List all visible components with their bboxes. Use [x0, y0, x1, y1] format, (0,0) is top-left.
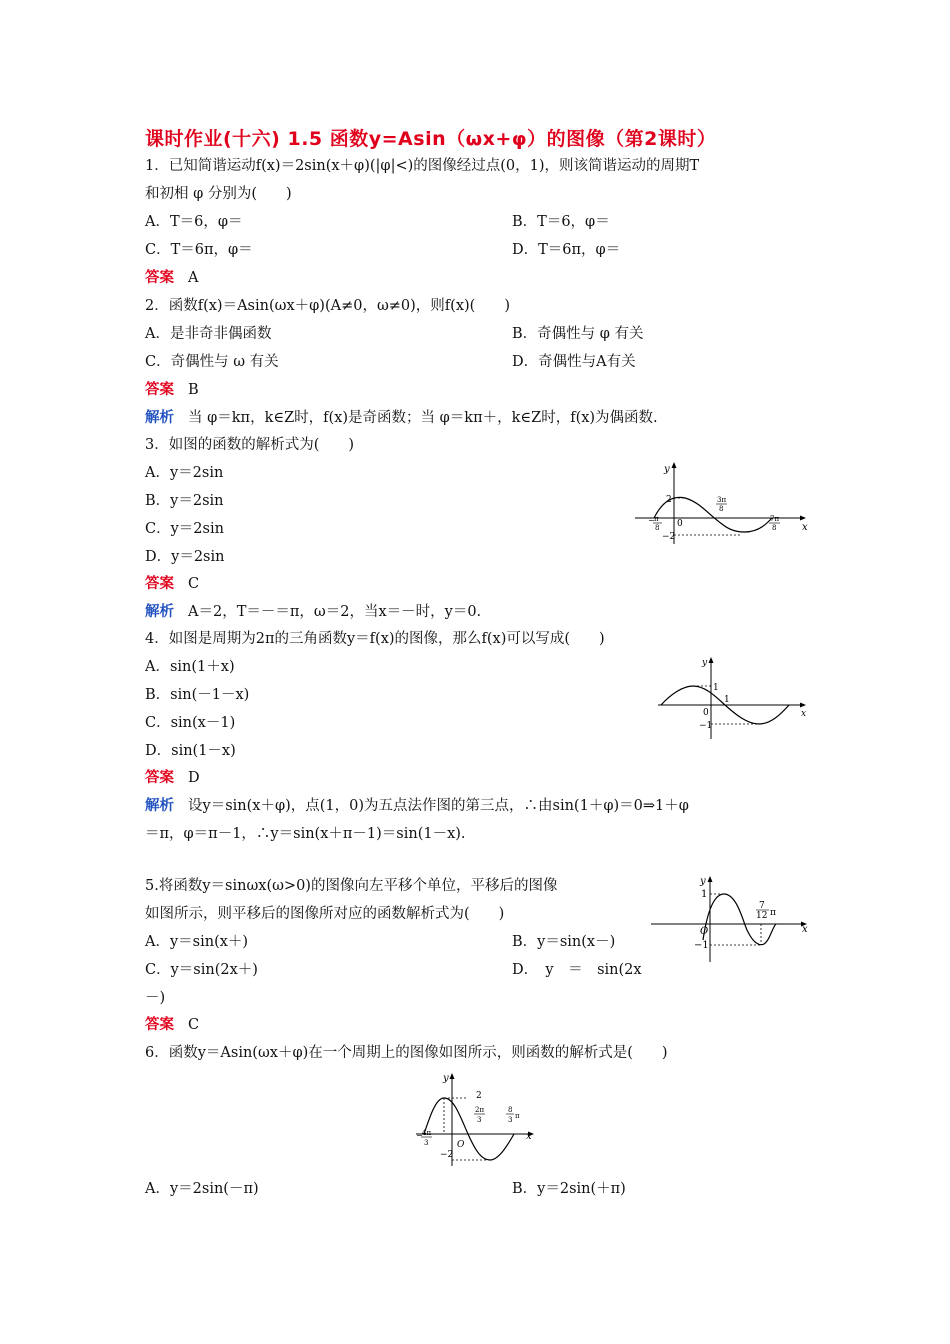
answer-value: C [188, 1017, 200, 1033]
q1-answer [145, 268, 198, 288]
label-num: 7 [759, 901, 765, 911]
q3-option-d: D．y＝2sin [145, 549, 225, 565]
q1-option-c: C．T＝6π，φ＝ [145, 242, 253, 258]
q2-option-d: D．奇偶性与A有关 [512, 354, 636, 370]
answer-label: 答案 [145, 270, 174, 286]
y-label: y [700, 876, 706, 887]
q2-option-c: C．奇偶性与 ω 有关 [145, 354, 279, 370]
answer-value: B [188, 382, 199, 398]
q1-stem-line1: 1．已知简谐运动f(x)＝2sin(x＋φ)(|φ|<)的图像经过点(0，1)，则该简谐运动的周期T [145, 158, 700, 174]
origin-label: O [457, 1140, 465, 1150]
right-num: 8 [508, 1106, 513, 1114]
answer-label: 答案 [145, 1017, 174, 1033]
origin-label: 0 [703, 708, 709, 718]
analysis-label: 解析 [145, 604, 174, 620]
q3-option-a: A．y＝2sin [145, 465, 224, 481]
answer-value: A [188, 270, 199, 286]
mid-num: 2π [475, 1106, 485, 1114]
q1-option-b: B．T＝6，φ＝ [512, 214, 610, 230]
q4-option-b: B．sin(－1－x) [145, 687, 250, 703]
answer-value: D [188, 770, 200, 786]
left-den: 8 [655, 524, 660, 532]
q4-analysis-line2: ＝π，φ＝π－1，∴y＝sin(x＋π－1)＝sin(1－x). [145, 826, 466, 842]
sine-curve [424, 1098, 514, 1160]
x-axis-arrow [800, 703, 806, 708]
q3-analysis [145, 602, 481, 622]
answer-label: 答案 [145, 770, 174, 786]
q5-option-c: C．y＝sin(2x＋) [145, 962, 258, 978]
right-den: 8 [772, 524, 777, 532]
q5-option-a: A．y＝sin(x＋) [145, 934, 249, 950]
left-minus: − [648, 516, 655, 525]
q5-option-d: D． y ＝ sin(2x [512, 962, 642, 978]
right-num: 7π [770, 515, 780, 523]
q5-option-d-cont: －) [145, 990, 166, 1006]
y-label: y [664, 464, 670, 475]
mid-den: 3 [477, 1116, 482, 1124]
origin-label: O [700, 926, 709, 937]
x-label: x [801, 709, 807, 719]
analysis-label: 解析 [145, 798, 174, 814]
q3-option-b: B．y＝2sin [145, 493, 224, 509]
q3-sine-graph [630, 458, 810, 548]
q5-stem-line2: 如图所示，则平移后的图像所对应的函数解析式为( ) [145, 906, 505, 922]
max-label: 1 [713, 683, 719, 693]
page-title: 课时作业(十六) 1.5 函数y=Asin（ωx+φ）的图像（第2课时） [145, 128, 717, 150]
answer-label: 答案 [145, 382, 174, 398]
q4-answer [145, 768, 200, 788]
min-label: −1 [694, 940, 709, 951]
q4-option-d: D．sin(1－x) [145, 743, 236, 759]
left-den: 3 [424, 1139, 429, 1147]
max-label: 1 [701, 889, 708, 900]
y-label: y [443, 1073, 449, 1084]
answer-label: 答案 [145, 576, 174, 592]
y-axis-arrow [708, 876, 713, 882]
mid-num: 3π [717, 496, 727, 504]
max-label: 2 [476, 1091, 482, 1101]
y-label: y [702, 658, 708, 668]
min-label: −2 [662, 532, 676, 542]
mid-den: 8 [719, 505, 724, 513]
y-axis-arrow [450, 1073, 455, 1079]
q2-stem: 2．函数f(x)＝Asin(ωx＋φ)(A≠0，ω≠0)，则f(x)( ) [145, 298, 510, 314]
min-label: −1 [699, 721, 713, 731]
right-pi: π [515, 1112, 520, 1120]
q1-option-a: A．T＝6，φ＝ [145, 214, 243, 230]
max-label: 2 [666, 495, 672, 505]
analysis-text: A＝2，T＝－＝π，ω＝2，当x＝－时，y＝0. [188, 604, 482, 620]
analysis-text: 当 φ＝kπ，k∈Z时，f(x)是奇函数；当 φ＝kπ＋，k∈Z时，f(x)为偶函数. [188, 410, 658, 426]
answer-value: C [188, 576, 200, 592]
x-label: x [802, 522, 808, 533]
min-label: −2 [440, 1150, 454, 1160]
analysis-text: 设y＝sin(x＋φ)，点(1，0)为五点法作图的第三点，∴由sin(1＋φ)＝0⇒1＋φ [188, 798, 689, 814]
q6-option-a: A．y＝2sin(－π) [145, 1181, 259, 1197]
q2-answer [145, 380, 199, 400]
y-axis-arrow [672, 462, 677, 468]
label-pi: π [770, 908, 776, 918]
q1-option-d: D．T＝6π，φ＝ [512, 242, 621, 258]
q4-analysis-line1 [145, 796, 689, 816]
q3-option-c: C．y＝2sin [145, 521, 224, 537]
x-axis-arrow [800, 516, 806, 521]
q2-option-a: A．是非奇非偶函数 [145, 326, 272, 342]
q5-answer [145, 1015, 199, 1035]
q3-stem: 3．如图的函数的解析式为( ) [145, 437, 355, 453]
label-den: 12 [756, 911, 768, 921]
q3-answer [145, 574, 199, 594]
q6-stem: 6．函数y＝Asin(ωx＋φ)在一个周期上的图像如图所示，则函数的解析式是( ) [145, 1045, 668, 1061]
x-label: x [526, 1131, 532, 1142]
q2-option-b: B．奇偶性与 φ 有关 [512, 326, 644, 342]
q1-stem-line2: 和初相 φ 分别为( ) [145, 186, 292, 202]
left-num: π [654, 515, 659, 523]
x-label: x [802, 924, 808, 935]
right-den: 3 [508, 1116, 513, 1124]
y-axis-arrow [709, 657, 714, 663]
analysis-label: 解析 [145, 410, 174, 426]
q6-sine-graph [410, 1068, 545, 1168]
q6-option-b: B．y＝2sin(＋π) [512, 1181, 626, 1197]
origin-label: 0 [677, 519, 683, 529]
left-minus: − [416, 1131, 423, 1140]
q5-option-b: B．y＝sin(x－) [512, 934, 616, 950]
q4-option-a: A．sin(1＋x) [145, 659, 235, 675]
q2-analysis [145, 408, 658, 428]
x-one-label: 1 [724, 695, 730, 705]
q4-sine-graph [655, 652, 815, 742]
q5-stem-line1: 5.将函数y＝sinωx(ω>0)的图像向左平移个单位，平移后的图像 [145, 878, 558, 894]
left-num: 4π [422, 1129, 432, 1137]
q5-sine-graph [648, 870, 813, 965]
q4-stem: 4．如图是周期为2π的三角函数y＝f(x)的图像，那么f(x)可以写成( ) [145, 631, 605, 647]
q4-option-c: C．sin(x－1) [145, 715, 236, 731]
